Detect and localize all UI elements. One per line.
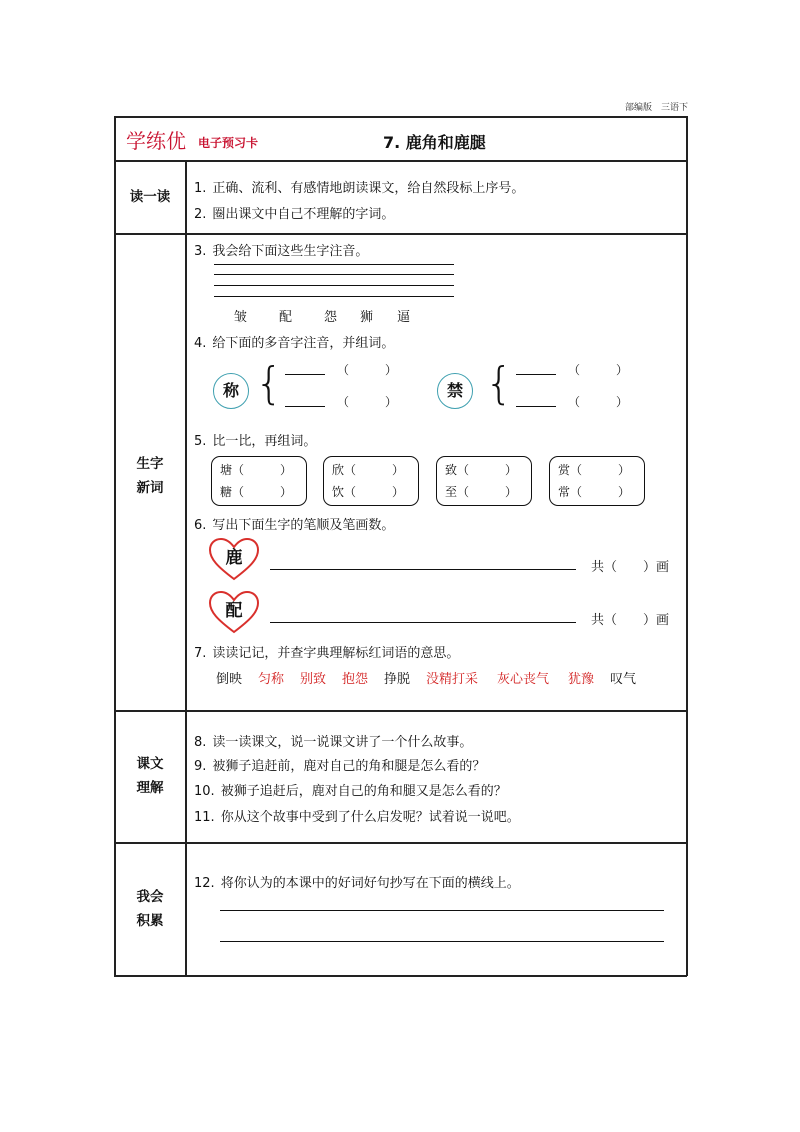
stroke-order-line [270, 622, 576, 623]
vocab-word-highlight: 没精打采 [426, 672, 479, 687]
table-left-border [114, 116, 116, 976]
vocab-word: 倒映 [216, 672, 243, 687]
char-item: 皱 [234, 310, 248, 325]
list-item: 2. 圈出课文中自己不理解的字词。 [194, 207, 395, 222]
polyphone-char: 禁 [437, 373, 473, 409]
question-3: 3. 我会给下面这些生字注音。 [194, 244, 369, 259]
polyphone-char: 称 [213, 373, 249, 409]
writing-line [220, 910, 664, 911]
char-item: 狮 [360, 310, 374, 325]
paren-blank: （ ） [568, 363, 629, 377]
list-item: 11. 你从这个故事中受到了什么启发呢？试着说一说吧。 [194, 810, 520, 825]
paren-blank: （ ） [337, 363, 398, 377]
paren-blank: （ ） [337, 395, 398, 409]
vocab-word-highlight: 犹豫 [568, 672, 595, 687]
paren-blank: （ ） [568, 395, 629, 409]
char-item: 配 [279, 310, 293, 325]
pinyin-line [214, 264, 454, 265]
edition-label: 部编版 三语下 [624, 103, 688, 113]
question-6: 6. 写出下面生字的笔顺及笔画数。 [194, 518, 395, 533]
heart-frame: 鹿 [208, 537, 260, 581]
blank [285, 396, 325, 407]
list-item: 1. 正确、流利、有感情地朗读课文，给自然段标上序号。 [194, 181, 525, 196]
row-divider [114, 710, 687, 712]
list-item: 9. 被狮子追赶前，鹿对自己的角和腿是怎么看的？ [194, 759, 486, 774]
vocab-word-highlight: 抱怨 [342, 672, 369, 687]
list-item: 10. 被狮子追赶后，鹿对自己的角和腿又是怎么看的？ [194, 784, 507, 799]
question-12: 12. 将你认为的本课中的好词好句抄写在下面的横线上。 [194, 876, 520, 891]
vocab-word: 挣脱 [384, 672, 411, 687]
row-divider [114, 160, 687, 162]
table-bottom-border [114, 975, 687, 977]
card-type: 电子预习卡 [198, 136, 259, 150]
column-divider [185, 160, 187, 976]
compare-box: 赏（ ） 常（ ） [549, 456, 645, 506]
blank [285, 364, 325, 375]
question-4: 4. 给下面的多音字注音，并组词。 [194, 336, 395, 351]
list-item: 8. 读一读课文，说一说课文讲了一个什么故事。 [194, 735, 473, 750]
stroke-order-line [270, 569, 576, 570]
vocab-word-highlight: 灰心丧气 [497, 672, 550, 687]
blank [516, 364, 556, 375]
blank [516, 396, 556, 407]
table-top-border [114, 116, 687, 118]
section-label-read: 读一读 [129, 189, 171, 205]
pinyin-line [214, 296, 454, 297]
table-right-border [686, 116, 688, 976]
section-label-understand: 课文 理解 [136, 756, 164, 796]
vocab-word-highlight: 匀称 [258, 672, 285, 687]
stroke-count: 共（ ）画 [591, 560, 670, 575]
row-divider [114, 842, 687, 844]
question-7: 7. 读读记记，并查字典理解标红词语的意思。 [194, 646, 460, 661]
vocab-word-highlight: 别致 [300, 672, 327, 687]
page-title: 7. 鹿角和鹿腿 [383, 133, 486, 152]
vocab-word: 叹气 [610, 672, 637, 687]
brace: { [485, 358, 513, 409]
writing-line [220, 941, 664, 942]
pinyin-line [214, 285, 454, 286]
compare-box: 致（ ） 至（ ） [436, 456, 532, 506]
pinyin-line [214, 274, 454, 275]
compare-box: 欣（ ） 饮（ ） [323, 456, 419, 506]
section-label-words: 生字 新词 [136, 456, 164, 496]
row-divider [114, 233, 687, 235]
char-item: 怨 [324, 310, 338, 325]
brace: { [255, 358, 283, 409]
stroke-count: 共（ ）画 [591, 613, 670, 628]
compare-box: 塘（ ） 糖（ ） [211, 456, 307, 506]
brand-logo: 学练优 [126, 129, 186, 153]
heart-frame: 配 [208, 590, 260, 634]
char-item: 逼 [397, 310, 411, 325]
question-5: 5. 比一比，再组词。 [194, 434, 317, 449]
section-label-accumulate: 我会 积累 [136, 889, 164, 929]
